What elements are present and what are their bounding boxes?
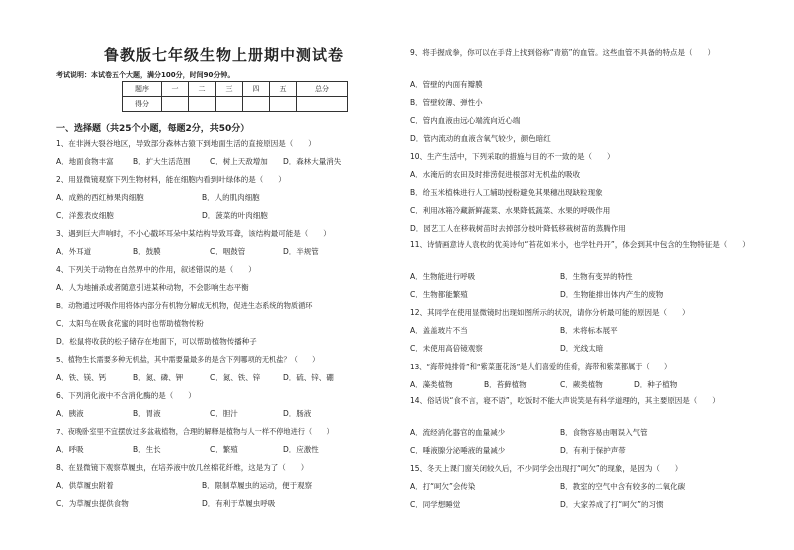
answer-option: A．打“呵欠”会传染: [410, 482, 476, 491]
answer-option: D．菠菜的叶肉细胞: [202, 211, 268, 220]
answer-option: C．氮、铁、锌: [210, 373, 261, 382]
question-stem: 10、生产生活中，下列采取的措施与目的不一致的是（ ）: [410, 152, 615, 161]
score-table: [122, 81, 348, 112]
answer-option: A．铁、镁、钙: [56, 373, 107, 382]
answer-option: A．地面食物丰富: [56, 157, 114, 166]
answer-option: A．藻类植物: [410, 380, 453, 389]
answer-option: D．应激性: [283, 445, 319, 454]
question-stem: 14、俗话说“食不言，寝不语”，吃饭时不能大声说笑是有科学道理的，其主要原因是（ ）: [410, 396, 720, 405]
score-header-cell: 五: [270, 82, 297, 97]
answer-option: C．生物都能繁殖: [410, 290, 468, 299]
question-stem: 3、遇到巨大声响时，不小心戳坏耳朵中某结构导致耳聋，该结构最可能是（ ）: [56, 229, 331, 238]
answer-option: B．氮、磷、钾: [133, 373, 184, 382]
score-cell: [216, 97, 243, 112]
answer-option: B．管壁较薄、弹性小: [410, 98, 483, 107]
answer-option: D．肠液: [283, 409, 312, 418]
question-stem: 13、“海带炖排骨”和“紫菜蛋花汤”是人们喜爱的佳肴，海带和紫菜都属于（ ）: [410, 362, 672, 371]
score-header-cell: 四: [243, 82, 270, 97]
answer-option: A．管壁的内面有瓣膜: [410, 80, 483, 89]
answer-option: D．硫、锌、硼: [283, 373, 334, 382]
answer-option: B．苔藓植物: [484, 380, 527, 389]
answer-option: B．生长: [133, 445, 161, 454]
answer-option: D．园艺工人在移栽树苗时去掉部分枝叶降低移栽树苗的蒸腾作用: [410, 224, 626, 233]
answer-option: A．生物能进行呼吸: [410, 272, 476, 281]
answer-option: B．鼓膜: [133, 247, 161, 256]
answer-option: A．胰液: [56, 409, 84, 418]
answer-option: B．扩大生活范围: [133, 157, 191, 166]
answer-option: A．流经消化器官的血量减少: [410, 428, 506, 437]
answer-option: A．人为地捕杀或者随意引进某种动物，不会影响生态平衡: [56, 283, 249, 292]
answer-option: C．唾液腺分泌唾液的量减少: [410, 446, 506, 455]
answer-option: D．生物能排出体内产生的废物: [560, 290, 664, 299]
answer-option: B．人的肌肉细胞: [202, 193, 260, 202]
answer-option: C．为草履虫提供食物: [56, 499, 129, 508]
answer-option: D．松鼠将收获的松子储存在地面下，可以帮助植物传播种子: [56, 337, 257, 346]
score-cell: [162, 97, 189, 112]
question-stem: 7、夜晚卧室里不宜摆放过多盆栽植物，合理的解释是植物与人一样不停地进行（ ）: [56, 427, 334, 436]
answer-option: A．成熟的西红柿果肉细胞: [56, 193, 144, 202]
answer-option: B．食物容易由咽误入气管: [560, 428, 648, 437]
answer-option: D．光线太暗: [560, 344, 604, 353]
answer-option: A．水淹后的农田及时排涝促进根部对无机盐的吸收: [410, 170, 581, 179]
answer-option: C．太阳鸟在吸食花蜜的同时也帮助植物传粉: [56, 319, 204, 328]
score-header-cell: 二: [189, 82, 216, 97]
answer-option: C．洋葱表皮细胞: [56, 211, 114, 220]
question-stem: 2、用显微镜观察下列生物材料，能在细胞内看到叶绿体的是（ ）: [56, 175, 286, 184]
answer-option: D．种子植物: [634, 380, 678, 389]
question-stem: 1、在非洲大裂谷地区，导致部分森林古猿下到地面生活的直接原因是（ ）: [56, 139, 316, 148]
answer-option: B．教室的空气中含有较多的二氧化碳: [560, 482, 686, 491]
answer-option: C．咽鼓管: [210, 247, 246, 256]
answer-option: D．半规管: [283, 247, 319, 256]
answer-option: A．盖盖玻片不当: [410, 326, 468, 335]
question-stem: 15、冬天上课门窗关闭较久后，不少同学会出现打“呵欠”的现象，是因为（ ）: [410, 464, 683, 473]
score-header-cell: 题序: [123, 82, 162, 97]
question-stem: 12、其同学在使用显微镜时出现如图所示的状况，请你分析最可能的原因是（ ）: [410, 308, 690, 317]
question-stem: 6、下列消化液中不含消化酶的是（ ）: [56, 391, 196, 400]
answer-option: A．供草履虫附着: [56, 481, 114, 490]
score-table-header-row: [123, 82, 348, 97]
answer-option: D．有利于草履虫呼吸: [202, 499, 276, 508]
answer-option: C．胆汁: [210, 409, 238, 418]
question-stem: 5、植物生长需要多种无机盐，其中需要量最多的是含下列哪项的无机盐？（ ）: [56, 355, 320, 364]
score-cell: [243, 97, 270, 112]
page-title: 鲁教版七年级生物上册期中测试卷: [103, 46, 344, 64]
answer-option: C．树上天敌增加: [210, 157, 268, 166]
score-row-label: 得分: [123, 97, 162, 112]
answer-option: B．动物通过呼吸作用将体内部分有机物分解成无机物，促进生态系统的物质循环: [56, 301, 313, 310]
answer-option: D．森林大量消失: [283, 157, 342, 166]
answer-option: C．利用冰箱冷藏新鲜蔬菜、水果降低蔬菜、水果的呼吸作用: [410, 206, 611, 215]
answer-option: C．蕨类植物: [560, 380, 603, 389]
section-heading: 一、选择题（共25个小题，每题2分，共50分）: [56, 124, 250, 134]
answer-option: D．有利于保护声带: [560, 446, 626, 455]
answer-option: D．大家养成了打“呵欠”的习惯: [560, 500, 664, 509]
answer-option: C．同学想睡觉: [410, 500, 461, 509]
answer-option: B．给玉米植株进行人工辅助授粉避免其果穗出现缺粒现象: [410, 188, 603, 197]
answer-option: B．限制草履虫的运动，便于观察: [202, 481, 313, 490]
score-header-cell: 三: [216, 82, 243, 97]
question-stem: 4、下列关于动物在自然界中的作用，叙述错误的是（ ）: [56, 265, 256, 274]
score-table-score-row: [123, 97, 348, 112]
answer-option: C．繁殖: [210, 445, 238, 454]
answer-option: B．生物有变异的特性: [560, 272, 633, 281]
answer-option: D．管内流动的血液含氧气较少，颜色暗红: [410, 134, 551, 143]
answer-option: C．未使用高倍镜观察: [410, 344, 483, 353]
question-stem: 9、将手握成拳，你可以在手背上找到俗称“青筋”的血管。这些血管不具备的特点是（ ）: [410, 48, 716, 57]
question-stem: 8、在显微镜下观察草履虫，在培养液中放几丝棉花纤维，这是为了（ ）: [56, 463, 309, 472]
score-header-cell: 一: [162, 82, 189, 97]
score-cell: [189, 97, 216, 112]
exam-instructions: 考试说明：本试卷五个大题，满分100分，时间90分钟。: [56, 71, 235, 79]
answer-option: B．未将标本展平: [560, 326, 618, 335]
answer-option: C．管内血液由远心端流向近心端: [410, 116, 521, 125]
score-cell: [297, 97, 348, 112]
answer-option: A．呼吸: [56, 445, 84, 454]
answer-option: A．外耳道: [56, 247, 92, 256]
answer-option: B．胃液: [133, 409, 161, 418]
question-stem: 11、诗情画意诗人袁枚的优美诗句“苔花如米小，也学牡丹开”，体会到其中包含的生物特征是（ ）: [410, 240, 750, 249]
score-cell: [270, 97, 297, 112]
score-header-cell: 总分: [297, 82, 348, 97]
